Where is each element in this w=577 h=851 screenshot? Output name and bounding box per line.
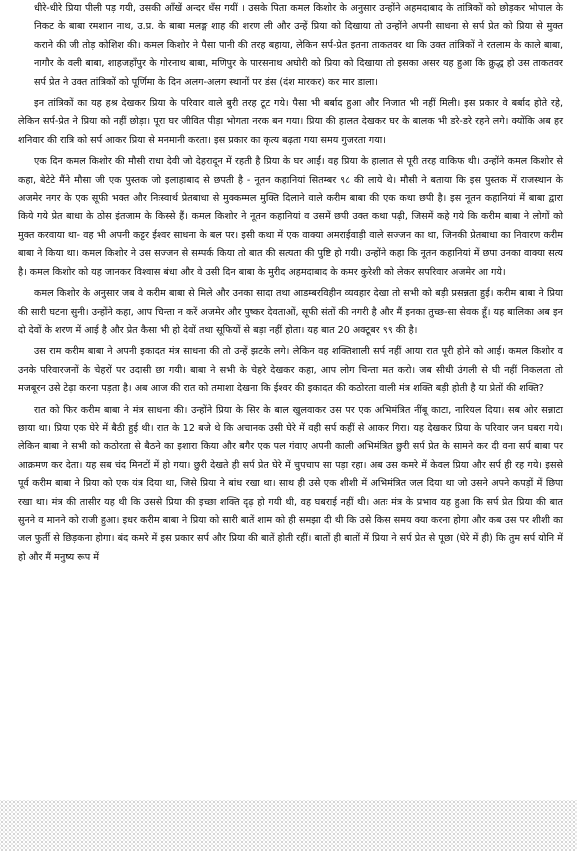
- paragraph-3: एक दिन कमल किशोर की मौसी राधा देवी जो देहरादून में रहती है प्रिया के घर आईं। वह प्रिया के हालात से पूरी तरह वाकिफ थी। उन्होंने कमल किशोर से कहा, बेटेटे मैंने मौसा जी एक पुस्तक जो इलाहाबाद से छपती है - नूतन कहानियां सितम्बर ९८ की लाये थे। मौसी ने बताया कि इस पुस्तक में राजस्थान के अजमेर नगर के एक सूफी भक्त और निःस्वार्थ प्रेतबाधा से मुक्कम्मल मुक्ति दिलाने वाले करीम बाबा की एक कथा छपी है। इस नूतन कहानियां में बाबा द्वारा किये गये प्रेत बाधा के ठोस इंतजाम के किस्से हैं। कमल किशोर ने नूतन कहानियां व उसमें छपी उक्त कथा पढ़ी, जिसमें कहे गये कि करीम बाबा ने लोगों को मुक्त करवाया था- वह भी अपनी कट्टर ईश्वर साधना के बल पर। इसी कथा में एक वाक्या अमराईवाड़ी वाले सज्जन का था, जिनकी प्रेतबाधा का निवारण करीम बाबा ने किया था। कमल किशोर ने उस सज्जन से सम्पर्क किया तो बात की सत्यता की पुष्टि हो गयी। उन्होंने कहा कि नूतन कहानियां में छपा उनका वाक्या सत्य है। कमल किशोर को यह जानकर विश्वास बंधा और वे उसी दिन बाबा के मुरीद अहमदाबाद के कमर कुरेशी को लेकर सपरिवार अजमेर आ गये।: [18, 156, 563, 278]
- paragraph-6: रात को फिर करीम बाबा ने मंत्र साधना की। उन्होंने प्रिया के सिर के बाल खुलवाकर उस पर एक अभिमंत्रित नींबू काटा, नारियल दिया। सब ओर सन्नाटा छाया था। प्रिया एक घेरे में बैठी हुई थी। रात के 12 बजे थे कि अचानक उसी घेरे में वही सर्प कहीं से आकर गिरा। यह देखकर प्रिया के परिवार जन घबरा गये। लेकिन बाबा ने सभी को कठोरता से बैठने का इशारा किया और बगैर एक पल गंवाए अपनी काली अभिमंत्रित छुरी सर्प प्रेत के सामने कर दी वना सर्प बाबा पर आक्रमण कर देता। यह सब चंद मिनटों में हो गया। छुरी देखते ही सर्प प्रेत घेरे में चुपचाप सा पड़ा रहा। अब उस कमरे में केवल प्रिया और सर्प ही रह गये। इससे पूर्व करीम बाबा ने प्रिया को एक यंत्र दिया था, जिसे प्रिया ने बांध रखा था। साथ ही उसे एक शीशी में अभिमंत्रित जल दिया था जो उसने अपने कपड़ों में छिपा रखा था। मंत्र की तासीर यह थी कि उससे प्रिया की इच्छा शक्ति दृढ़ हो गयी थी, वह घबराई नहीं थी। अतः मंत्र के प्रभाव यह हुआ कि सर्प प्रेत प्रिया की बात सुनने व मानने को राजी हुआ। इधर करीम बाबा ने प्रिया को सारी बातें शाम को ही समझा दी थी कि उसे किस समय क्या करना होगा और कब उस पर शीशी का जल फुर्ती से छिड़कना होगा। बंद कमरे में इस प्रकार सर्प और प्रिया की बातें होती रहीं। बातों ही बातों में प्रिया ने सर्प प्रेत से पूछा (घेरे में ही) कि तुम सर्प योनि में हो और मैं मनुष्य रूप में: [18, 404, 563, 563]
- paragraph-2: इन तांत्रिकों का यह हश्र देखकर प्रिया के परिवार वाले बुरी तरह टूट गये। पैसा भी बर्बाद हुआ और निजात भी नहीं मिली। इस प्रकार वे बर्बाद होते रहे, लेकिन सर्प-प्रेत ने प्रिया को नहीं छोड़ा। पूरा घर जीवित पीड़ा भोगता नरक बन गया। प्रिया की हालत देखकर घर के बालक भी डरे-डरे रहने लगे। क्योंकि अब हर शनिवार की रात्रि को सर्प आकर प्रिया से मनमानी करता। इस प्रकार का कृत्य बढ़ता गया समय गुजरता गया।: [18, 98, 563, 146]
- stippled-scan-margin: [0, 800, 577, 851]
- paragraph-1: धीरे-धीरे प्रिया पीली पड़ गयी, उसकी आँखें अन्दर धँस गयीं । उसके पिता कमल किशोर के अनुसार उन्होंने अहमदाबाद के तांत्रिकों को छोड़कर भोपाल के निकट के बाबा रमशान नाथ, उ.प्र. के बाबा मलङ्ग शाह की शरण ली और उन्हें प्रिया को दिखाया तो उन्होंने अपनी साधना से सर्प प्रेत को प्रिया से मुक्त कराने की जी तोड़ कोशिश की। कमल किशोर ने पैसा पानी की तरह बहाया, लेकिन सर्प-प्रेत इतना ताकतवर था कि उक्त तांत्रिकों ने रतलाम के काले बाबा, नागौर के वली बाबा, शाहजहाँपुर के गोरनाथ बाबा, मणिपुर के पारसनाथ अघोरी को प्रिया को दिखाया तो इसका असर यह हुआ कि क्रुद्ध हो उस ताकतवर सर्प प्रेत ने उक्त तांत्रिकों को पूर्णिमा के दिन अलग-अलग स्थानों पर डंस (दंश मारकर) कर मार डाला।: [34, 3, 563, 88]
- paragraph-5: उस राम करीम बाबा ने अपनी इकादत मंत्र साधना की तो उन्हें झटके लगे। लेकिन वह शक्तिशाली सर्प नहीं आया रात पूरी होने को आई। कमल किशोर व उनके परिवारजनों के चेहरों पर उदासी छा गयी। बाबा ने सभी के चेहरे देखकर कहा, आप लोग चिन्ता मत करो। जब सीधी उंगली से घी नहीं निकलता तो मजबूरन उसे टेढ़ा करना पड़ता है। अब आज की रात को तमाशा देखना कि ईश्वर की इकादत की कठोरता वाली मंत्र शक्ति बड़ी होती है या प्रेतों की शक्ति?: [18, 346, 563, 395]
- paragraph-4: कमल किशोर के अनुसार जब वे करीम बाबा से मिले और उनका सादा तथा आडम्बरविहीन व्यवहार देखा तो सभी को बड़ी प्रसन्नता हुई। करीम बाबा ने प्रिया की सारी घटना सुनी। उन्होंने कहा, आप चिन्ता न करें अजमेर और पुष्कर देवताओं, सूफी संतों की नगरी है और मैं इनका तुच्छ-सा सेवक हूँ। यह बालिका अब इन दो देवों के शरण में आई है और प्रेत कैसा भी हो देवों तथा सूफियों से बड़ा नहीं होता। यह बात 20 अक्टूबर ९९ की है।: [18, 288, 563, 336]
- document-body: [18, 0, 563, 570]
